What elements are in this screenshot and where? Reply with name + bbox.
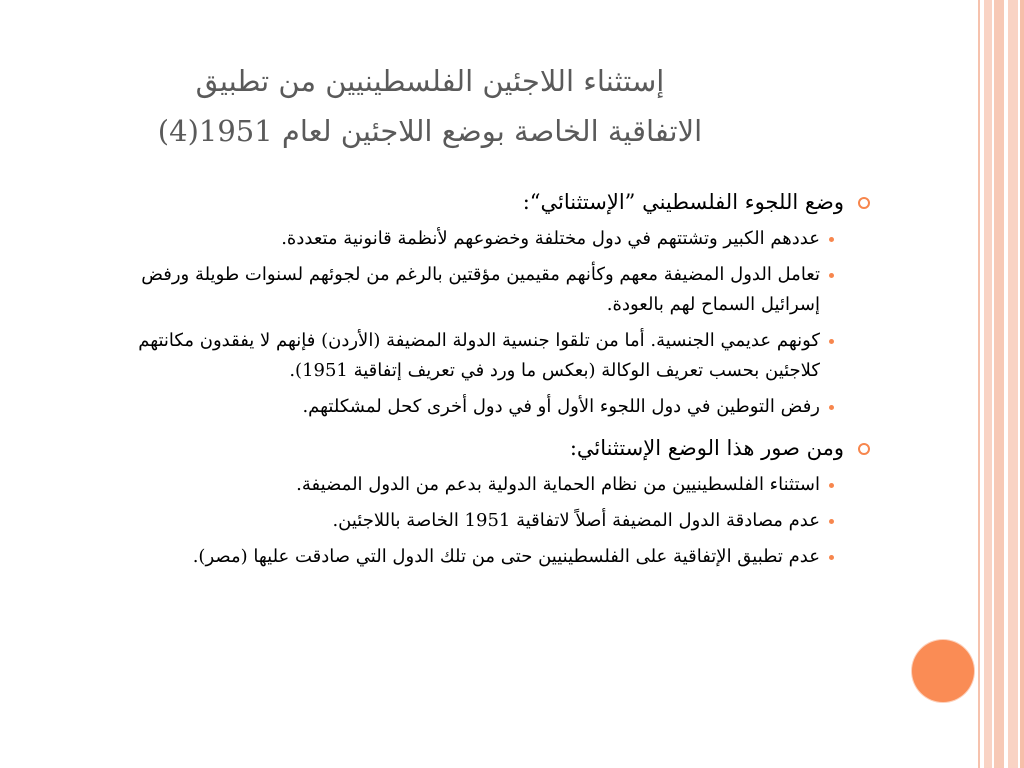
list-item-text: عددهم الكبير وتشتتهم في دول مختلفة وخضوعهم لأنظمة قانونية متعددة. bbox=[281, 228, 820, 249]
title-line-2: الاتفاقية الخاصة بوضع اللاجئين لعام 1951(4) bbox=[157, 114, 703, 148]
list-item bbox=[90, 392, 872, 422]
slide-title bbox=[130, 56, 730, 156]
section-heading-text: ومن صور هذا الوضع الإستثنائي: bbox=[569, 436, 844, 460]
decorative-circle bbox=[912, 640, 974, 702]
slide-content bbox=[90, 186, 872, 578]
list-item bbox=[90, 224, 872, 254]
decorative-stripes bbox=[974, 0, 1024, 768]
list-item bbox=[90, 260, 872, 320]
list-item-text: استثناء الفلسطينيين من نظام الحماية الدولية بدعم من الدول المضيفة. bbox=[296, 474, 820, 495]
dot-bullet-icon bbox=[829, 237, 834, 242]
dot-bullet-icon bbox=[829, 339, 834, 344]
title-line-1: إستثناء اللاجئين الفلسطينيين من تطبيق bbox=[195, 64, 665, 98]
section-heading bbox=[90, 186, 872, 218]
list-item bbox=[90, 542, 872, 572]
stripe bbox=[978, 0, 980, 768]
list-item-text: كونهم عديمي الجنسية. أما من تلقوا جنسية الدولة المضيفة (الأردن) فإنهم لا يفقدون مكانتهم كلاجئين بحسب تعريف الوكالة (بعكس ما ورد في تعريف إتفاقية 1951). bbox=[138, 330, 820, 381]
section-heading bbox=[90, 432, 872, 464]
dot-bullet-icon bbox=[829, 405, 834, 410]
list-item-text: تعامل الدول المضيفة معهم وكأنهم مقيمين مؤقتين بالرغم من لجوئهم لسنوات طويلة ورفض إسرائيل السماح لهم بالعودة. bbox=[141, 264, 820, 315]
list-item-text: عدم مصادقة الدول المضيفة أصلاً لاتفاقية 1951 الخاصة باللاجئين. bbox=[332, 510, 820, 531]
list-item-text: رفض التوطين في دول اللجوء الأول أو في دول أخرى كحل لمشكلتهم. bbox=[302, 396, 820, 417]
dot-bullet-icon bbox=[829, 273, 834, 278]
stripe bbox=[1008, 0, 1018, 768]
stripe bbox=[994, 0, 1004, 768]
list-item bbox=[90, 506, 872, 536]
section-heading-text: وضع اللجوء الفلسطيني ”الإستثنائي“: bbox=[522, 190, 844, 214]
list-item-text: عدم تطبيق الإتفاقية على الفلسطينيين حتى من تلك الدول التي صادقت عليها (مصر). bbox=[192, 546, 820, 567]
dot-bullet-icon bbox=[829, 483, 834, 488]
dot-bullet-icon bbox=[829, 519, 834, 524]
stripe bbox=[984, 0, 992, 768]
ring-bullet-icon bbox=[858, 443, 870, 455]
list-item bbox=[90, 470, 872, 500]
list-item bbox=[90, 326, 872, 386]
stripe bbox=[1020, 0, 1024, 768]
dot-bullet-icon bbox=[829, 555, 834, 560]
ring-bullet-icon bbox=[858, 197, 870, 209]
